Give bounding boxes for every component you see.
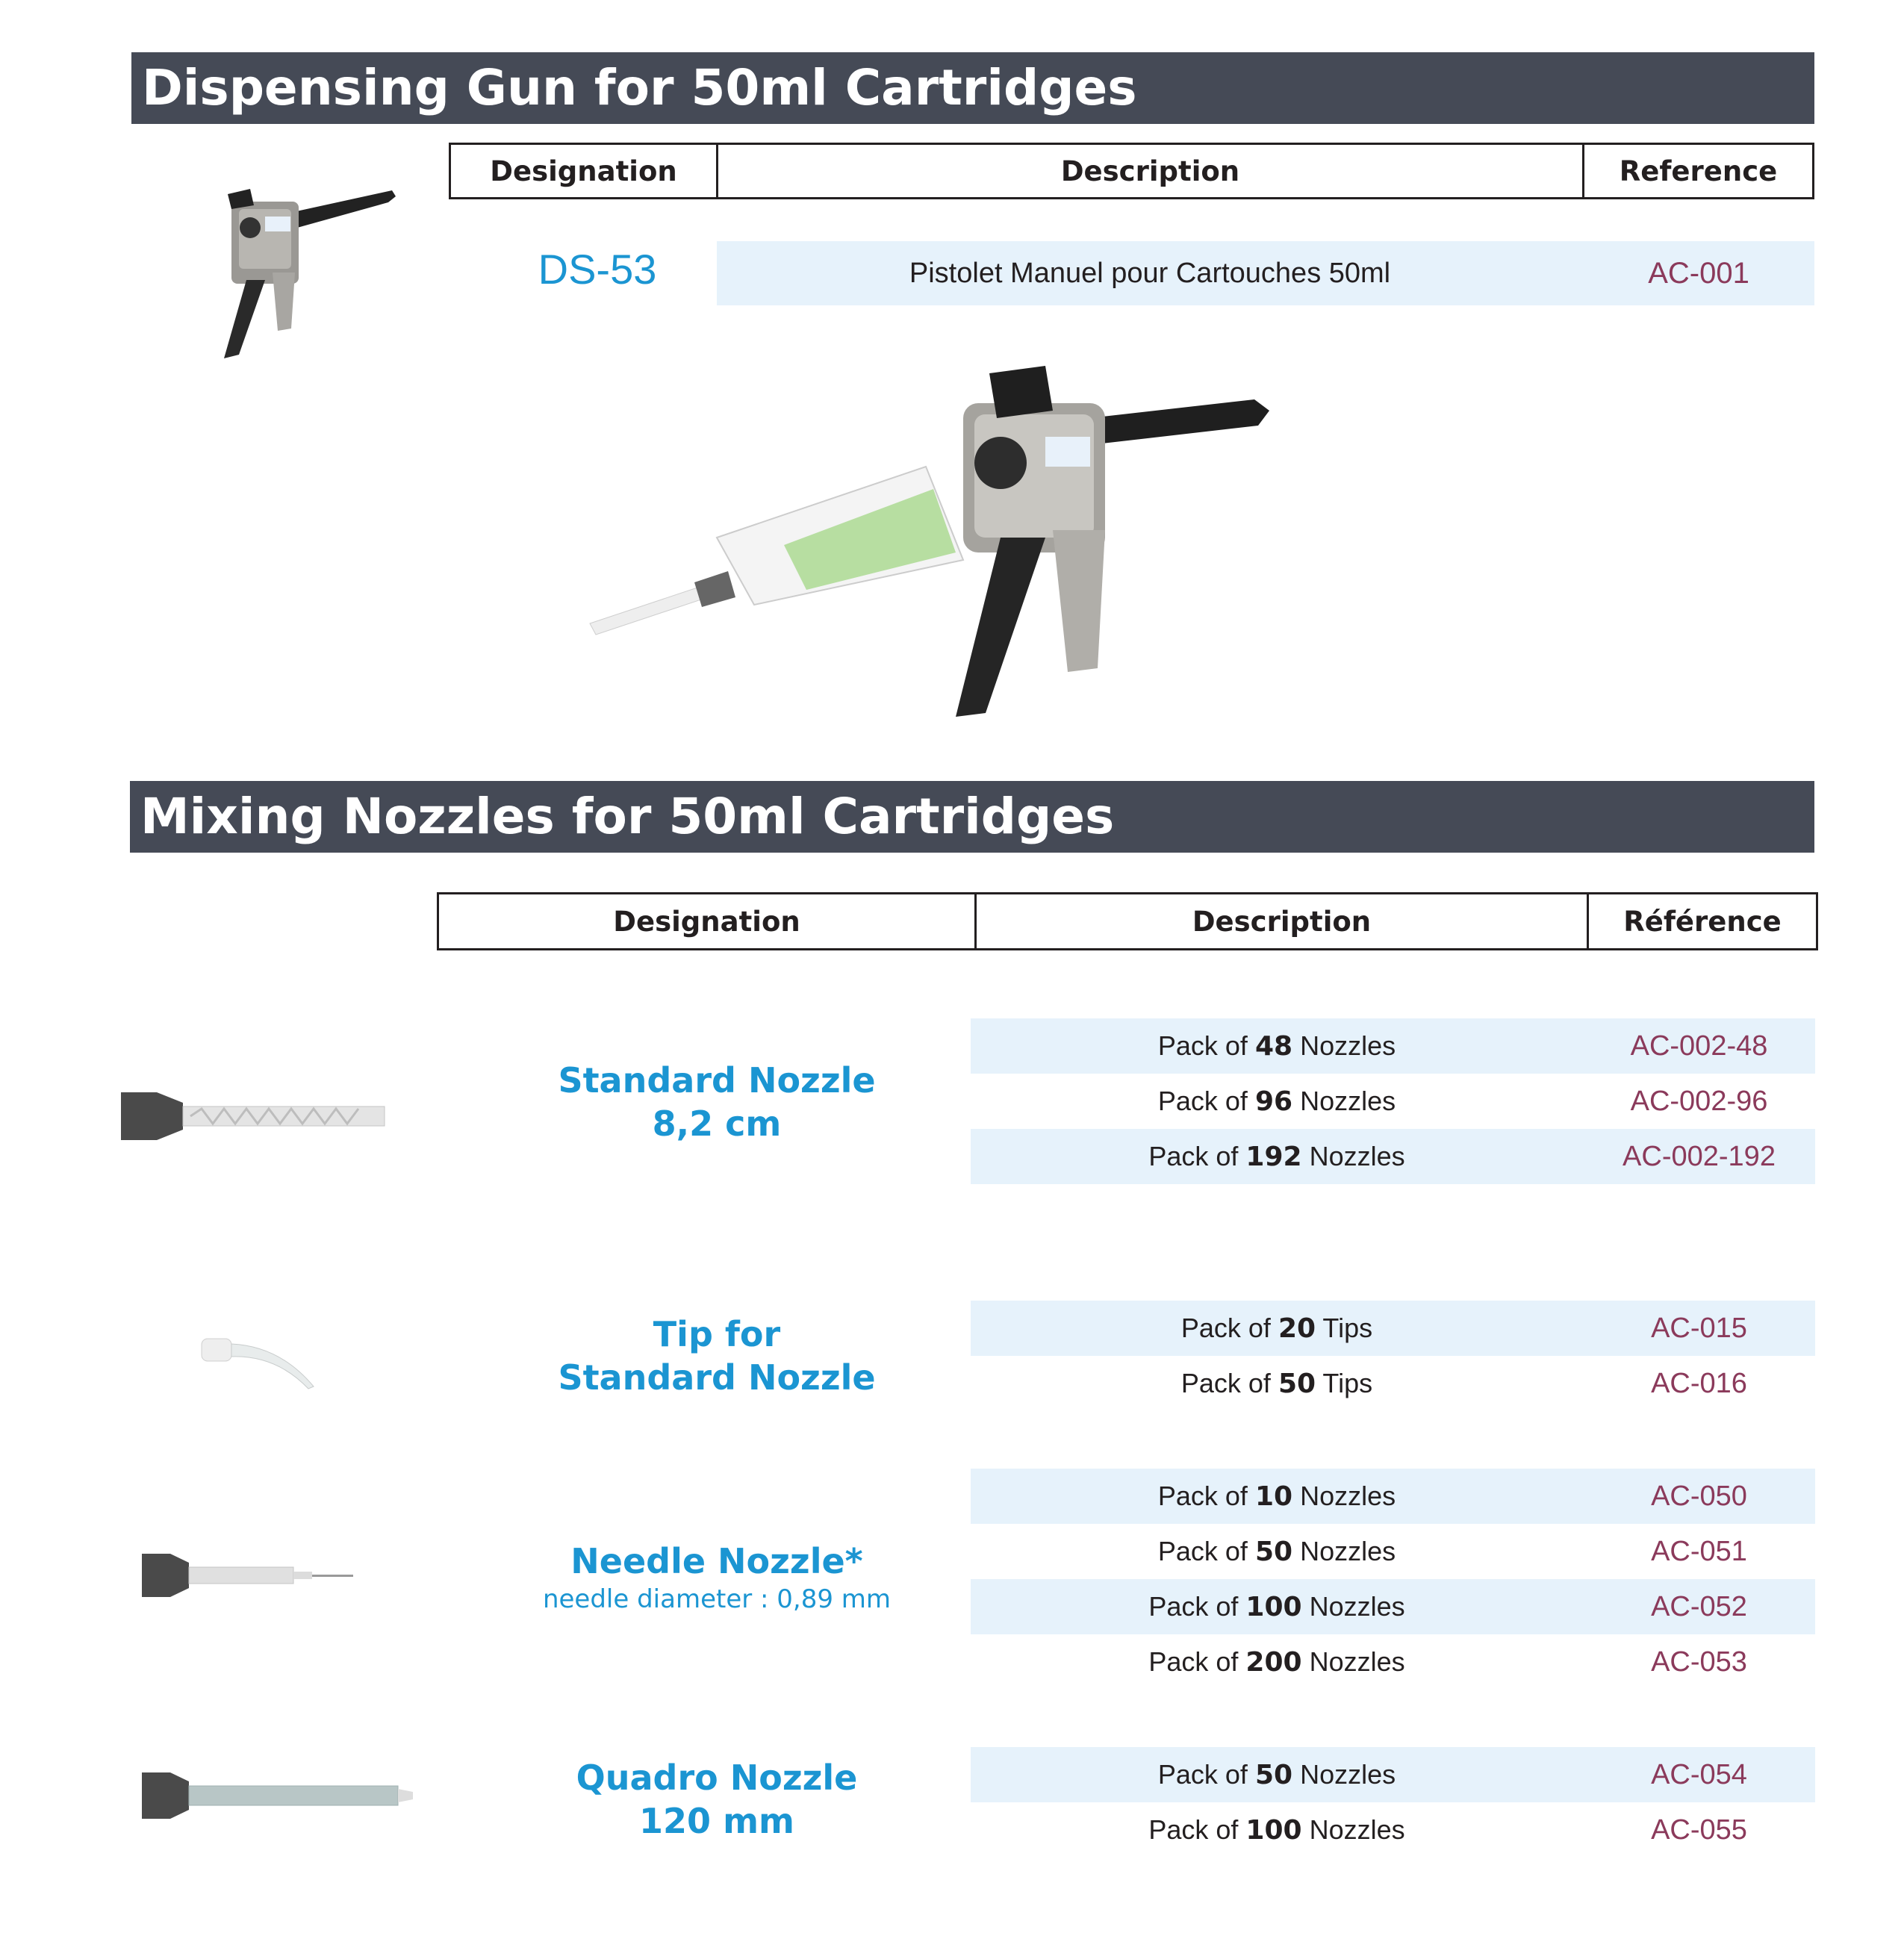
gun-description: Pistolet Manuel pour Cartouches 50ml [909,257,1391,289]
standard-nozzle-image [119,1086,388,1146]
header-designation: Designation [451,145,718,197]
dispensing-gun-thumbnail-image [209,168,403,362]
row-reference: AC-052 [1651,1590,1747,1622]
product-quadro-nozzle [523,1756,911,1843]
header-designation: Designation [439,894,977,948]
table-row [971,1634,1815,1690]
header-description: Description [977,894,1589,948]
table-row [971,1074,1815,1129]
row-description: Pack of 48 Nozzles [1157,1030,1396,1062]
product-line1: Quadro Nozzle [576,1758,858,1798]
table-row [971,1469,1815,1524]
row-reference: AC-054 [1651,1758,1747,1790]
product-needle-nozzle [493,1540,941,1616]
gun-reference: AC-001 [1648,256,1749,290]
product-standard-nozzle [523,1059,911,1145]
table-row [971,1018,1815,1074]
row-reference: AC-050 [1651,1480,1747,1512]
dispensing-gun-with-cartridge-image [582,358,1284,724]
header-reference: Reference [1619,155,1778,187]
row-description: Pack of 50 Tips [1180,1368,1373,1399]
nozzle-table-header [437,892,1818,950]
row-description: Pack of 200 Nozzles [1148,1646,1405,1678]
product-line1: Needle Nozzle* [570,1541,863,1581]
table-row [971,1301,1815,1356]
product-line2: Standard Nozzle [558,1357,876,1398]
row-description: Pack of 96 Nozzles [1157,1086,1396,1117]
quadro-nozzle-image [140,1769,417,1822]
row-reference: AC-053 [1651,1646,1747,1678]
gun-description-row [717,241,1814,305]
tip-image [198,1333,317,1392]
gun-designation: DS-53 [538,246,657,293]
table-row [971,1802,1815,1858]
row-reference: AC-002-96 [1630,1085,1768,1117]
gun-table-header [449,143,1814,199]
row-description: Pack of 100 Nozzles [1148,1814,1405,1846]
product-line2: needle diameter : 0,89 mm [542,1584,892,1614]
table-row [971,1747,1815,1802]
table-row [971,1129,1815,1184]
product-line1: Tip for [653,1314,781,1354]
table-row [971,1356,1815,1411]
row-reference: AC-002-192 [1623,1140,1776,1172]
row-description: Pack of 20 Tips [1180,1313,1373,1344]
row-reference: AC-055 [1651,1814,1747,1846]
row-description: Pack of 50 Nozzles [1157,1536,1396,1567]
section-title-mixing-nozzles: Mixing Nozzles for 50ml Cartridges [130,781,1814,853]
table-row [971,1524,1815,1579]
product-line2: 8,2 cm [652,1104,782,1144]
row-description: Pack of 100 Nozzles [1148,1591,1405,1622]
section-title-dispensing-gun: Dispensing Gun for 50ml Cartridges [131,52,1814,124]
row-description: Pack of 192 Nozzles [1148,1141,1405,1172]
row-reference: AC-016 [1651,1367,1747,1399]
header-description: Description [718,145,1584,197]
product-line2: 120 mm [639,1801,794,1841]
table-row [971,1579,1815,1634]
row-reference: AC-051 [1651,1535,1747,1567]
row-description: Pack of 50 Nozzles [1157,1759,1396,1790]
product-tip [523,1313,911,1399]
row-reference: AC-002-48 [1630,1030,1768,1062]
row-reference: AC-015 [1651,1312,1747,1344]
product-line1: Standard Nozzle [558,1060,876,1101]
header-reference: Référence [1623,905,1782,938]
needle-nozzle-image [140,1549,357,1602]
row-description: Pack of 10 Nozzles [1157,1481,1396,1512]
